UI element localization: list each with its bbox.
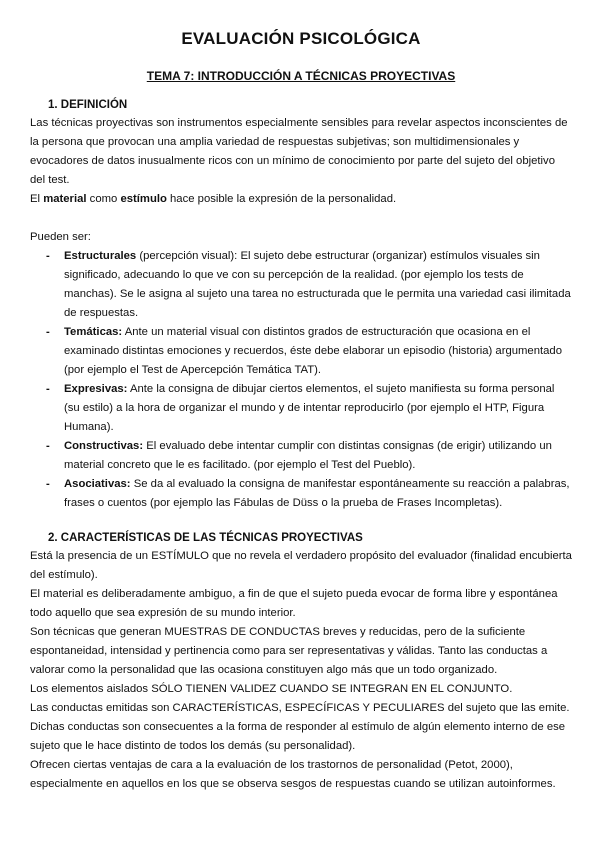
characteristic-paragraph: Ofrecen ciertas ventajas de cara a la evaluación de los trastornos de personalidad (Petot, 2000), especialmente en aquellos en los que se observa sesgos de respuestas cuando se utilizan autoinformes. bbox=[30, 759, 556, 790]
list-item bbox=[64, 380, 572, 437]
section-heading-caracteristicas: 2. CARACTERÍSTICAS DE LAS TÉCNICAS PROYECTIVAS bbox=[48, 532, 363, 544]
technique-types-list bbox=[30, 247, 572, 513]
definition-paragraph: Las técnicas proyectivas son instrumentos especialmente sensibles para revelar aspectos inconscientes de la persona que provocan una amplia variedad de respuestas subjetivas; son multidimensionales y evocadores de datos inusualmente ricos con un mínimo de conocimiento por parte del sujeto del objetivo del test. bbox=[30, 117, 568, 186]
text-segment: hace posible la expresión de la personalidad. bbox=[166, 193, 397, 205]
item-term: Expresivas: bbox=[64, 383, 128, 395]
item-text: Ante la consigna de dibujar ciertos elementos, el sujeto manifiesta su forma personal (su estilo) a la hora de organizar el mundo y de intentar reproducirlo (por ejemplo el HTP, Figura Humana). bbox=[64, 383, 555, 433]
characteristic-paragraph: Los elementos aislados SÓLO TIENEN VALIDEZ CUANDO SE INTEGRAN EN EL CONJUNTO. bbox=[30, 683, 513, 695]
bold-term: material bbox=[43, 193, 87, 205]
document-page bbox=[30, 26, 572, 794]
item-text: El evaluado debe intentar cumplir con distintas consignas (de erigir) utilizando un material concreto que le es facilitado. (por ejemplo el Test del Pueblo). bbox=[64, 440, 552, 471]
bold-term: estímulo bbox=[120, 193, 167, 205]
item-term: Estructurales bbox=[64, 250, 137, 262]
topic-title: TEMA 7: INTRODUCCIÓN A TÉCNICAS PROYECTIVAS bbox=[146, 69, 456, 83]
list-item bbox=[64, 247, 572, 323]
characteristic-paragraph: Son técnicas que generan MUESTRAS DE CONDUCTAS breves y reducidas, pero de la suficiente espontaneidad, intensidad y pertinencia como para ser representativas y válidas. Tanto las conductas a valorar como la personalidad que las ocasiona constituyen algo más que un todo organizado. bbox=[30, 626, 548, 676]
item-term: Constructivas: bbox=[64, 440, 144, 452]
list-item bbox=[64, 475, 572, 513]
characteristic-paragraph: Las conductas emitidas son CARACTERÍSTICAS, ESPECÍFICAS Y PECULIARES del sujeto que las emite. Dichas conductas son consecuentes a la forma de responder al estímulo de algún elemento interno de ese sujeto que le hace distinto de todos los demás (su personalidad). bbox=[30, 702, 570, 752]
characteristic-paragraph: Está la presencia de un ESTÍMULO que no revela el verdadero propósito del evaluador (finalidad encubierta del estímulo). bbox=[30, 550, 572, 581]
list-item bbox=[64, 437, 572, 475]
characteristic-paragraph: El material es deliberadamente ambiguo, a fin de que el sujeto pueda evocar de forma libre y espontánea todo aquello que sea expresión de su mundo interior. bbox=[30, 588, 558, 619]
list-item bbox=[64, 323, 572, 380]
document-title: EVALUACIÓN PSICOLÓGICA bbox=[181, 29, 421, 48]
text-segment: El bbox=[30, 193, 44, 205]
item-term: Temáticas: bbox=[64, 326, 123, 338]
item-text: (percepción visual): El sujeto debe estructurar (organizar) estímulos visuales sin significado, adecuando lo que ve con su percepción de la realidad. (por ejemplo los tests de manchas). Se le asigna al sujeto una tarea no estructurada que le permita una variedad casi ilimitada de respuestas. bbox=[64, 250, 571, 319]
item-text: Se da al evaluado la consigna de manifestar espontáneamente su reacción a palabras, frases o cuentos (por ejemplo las Fábulas de Düss o la prueba de Frases Incompletas). bbox=[64, 478, 570, 509]
item-text: Ante un material visual con distintos grados de estructuración que ocasiona en el examinado distintas emociones y recuerdos, éste debe elaborar un episodio (historia) argumentado (por ejemplo el Test de Apercepción Temática TAT). bbox=[64, 326, 562, 376]
section-heading-definicion: 1. DEFINICIÓN bbox=[48, 99, 128, 111]
material-paragraph bbox=[30, 190, 572, 209]
text-segment: como bbox=[86, 193, 121, 205]
item-term: Asociativas: bbox=[64, 478, 131, 490]
list-intro: Pueden ser: bbox=[30, 231, 91, 243]
